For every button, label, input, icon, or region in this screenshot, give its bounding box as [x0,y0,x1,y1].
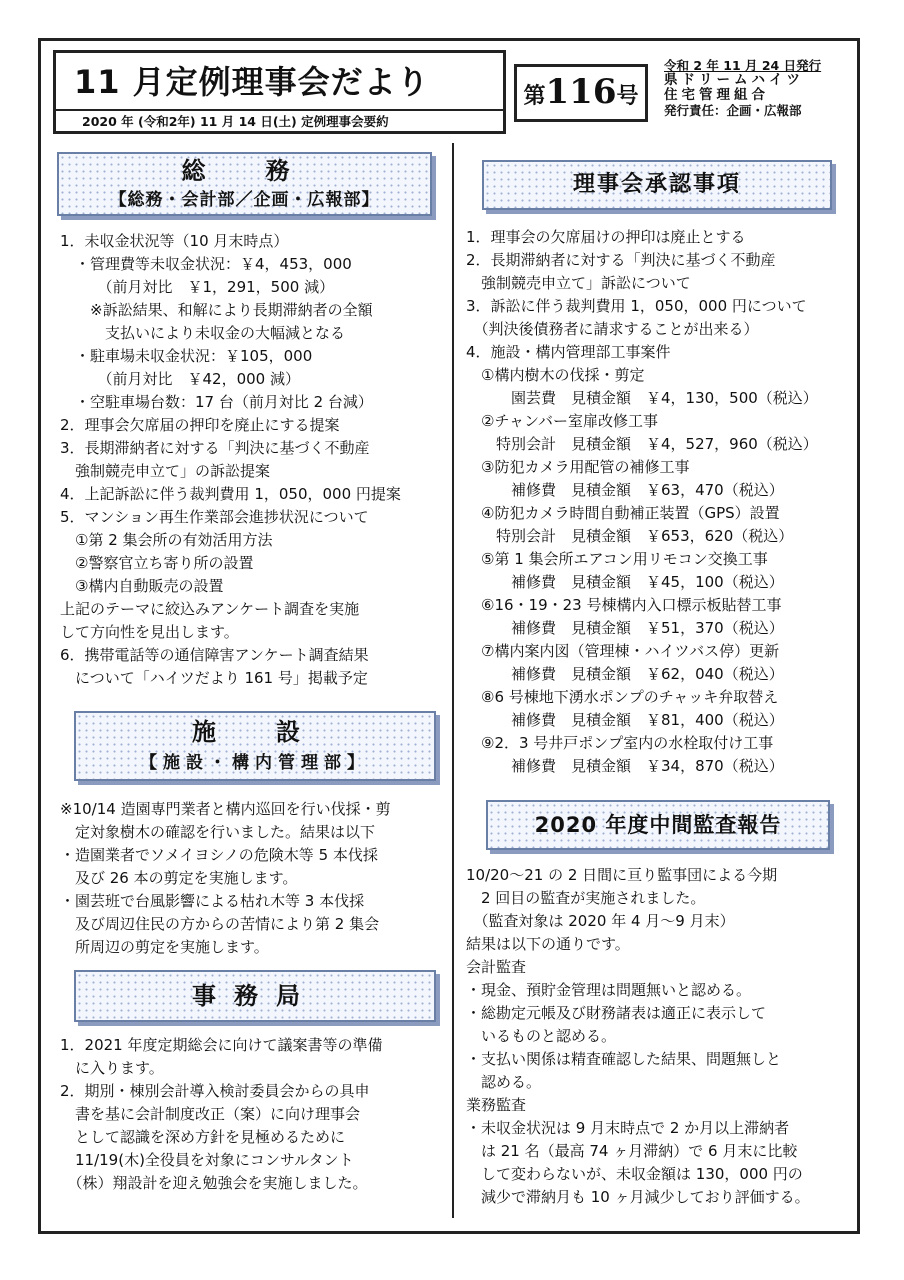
text-line: 2．期別・棟別会計導入検討委員会からの具申 [60,1082,370,1100]
text-line: 2 回目の監査が実施されました。 [466,889,706,907]
text-line: 園芸費 見積金額 ￥4，130，500（税込） [466,389,818,407]
text-line: ③防犯カメラ用配管の補修工事 [466,458,690,476]
text-line: 1．理事会の欠席届けの押印は廃止とする [466,228,746,246]
section-title: 2020 年度中間監査報告 [534,813,782,837]
text-line: 11/19(木)全役員を対象にコンサルタント [60,1151,354,1169]
issue-number-box [514,64,648,122]
text-line: として認識を深め方針を見極めるために [60,1128,346,1146]
section-title: 施 設 [192,718,318,746]
text-line: 補修費 見積金額 ￥34，870（税込） [466,757,784,775]
text-line: ・現金、預貯金管理は問題無いと認める。 [466,981,752,999]
text-line: 書を基に会計制度改正（案）に向け理事会 [60,1105,361,1123]
text-line: 強制競売申立て」訴訟について [466,274,691,292]
text-line: （前月対比 ￥1，291，500 減） [60,278,335,296]
text-line: 特別会計 見積金額 ￥4，527，960（税込） [466,435,818,453]
text-line: 3．長期滞納者に対する「判決に基づく不動産 [60,439,370,457]
text-line: ⑨2．3 号井戸ポンプ室内の水栓取付け工事 [466,734,774,752]
section-subtitle: 【総務・会計部／企画・広報部】 [109,190,380,210]
text-line: 6．携帯電話等の通信障害アンケート調査結果 [60,646,369,664]
text-line: 会計監査 [466,958,527,976]
section-header-somu [57,152,432,216]
text-line: いるものと認める。 [466,1027,617,1045]
text-line: 補修費 見積金額 ￥51，370（税込） [466,619,784,637]
org-name: 県ドリームハイツ [664,72,804,88]
org-name-2: 住宅管理組合 [664,87,769,103]
text-line: ※訴訟結果、和解により長期滞納者の全額 [60,301,373,319]
shonin-body [466,226,818,778]
text-line: 補修費 見積金額 ￥63，470（税込） [466,481,784,499]
text-line: ※10/14 造園専門業者と構内巡回を行い伐採・剪 [60,800,391,818]
shisetsu-body [60,798,391,959]
section-title: 総 務 [181,157,308,185]
text-line: ・未収金状況は 9 月末時点で 2 か月以上滞納者 [466,1119,790,1137]
text-line: 補修費 見積金額 ￥62，040（税込） [466,665,784,683]
text-line: ・管理費等未収金状況：￥4，453，000 [60,255,352,273]
section-header-shonin [482,160,832,210]
text-line: ・総勘定元帳及び財務諸表は適正に表示して [466,1004,767,1022]
text-line: ①構内樹木の伐採・剪定 [466,366,645,384]
text-line: （判決後債務者に請求することが出来る） [466,320,759,338]
text-line: 及び 26 本の剪定を実施します。 [60,869,298,887]
issue-number: 116 [545,72,617,112]
text-line: 3．訴訟に伴う裁判費用 1，050，000 円について [466,297,807,315]
responsible-dept: 発行責任：企画・広報部 [664,103,802,118]
column-divider [452,143,454,1218]
text-line: に入ります。 [60,1059,164,1077]
text-line: ②警察官立ち寄り所の設置 [60,554,254,572]
text-line: ⑤第 1 集会所エアコン用リモコン交換工事 [466,550,768,568]
text-line: 1．2021 年度定期総会に向けて議案書等の準備 [60,1036,383,1054]
text-line: 業務監査 [466,1096,527,1114]
issue-suffix: 号 [616,84,639,109]
text-line: 補修費 見積金額 ￥45，100（税込） [466,573,784,591]
text-line: 及び周辺住民の方からの苦情により第 2 集会 [60,915,380,933]
section-title: 事務局 [192,982,318,1010]
text-line: して方向性を見出します。 [60,623,239,641]
text-line: ⑥16・19・23 号棟構内入口標示板貼替工事 [466,596,782,614]
publisher-info [664,58,821,118]
text-line: ・造園業者でソメイヨシノの危険木等 5 本伐採 [60,846,378,864]
text-line: ④防犯カメラ時間自動補正装置（GPS）設置 [466,504,780,522]
text-line: 減少で滞納月も 10 ヶ月減少しており評価する。 [466,1188,810,1206]
text-line: ・園芸班で台風影響による枯れ木等 3 本伐採 [60,892,365,910]
text-line: について「ハイツだより 161 号」掲載予定 [60,669,368,687]
text-line: ・空駐車場台数：17 台（前月対比 2 台減） [60,393,373,411]
text-line: ①第 2 集会所の有効活用方法 [60,531,273,549]
kansa-body [466,864,810,1209]
text-line: （前月対比 ￥42，000 減） [60,370,300,388]
text-line: 強制競売申立て」の訴訟提案 [60,462,271,480]
jimukyoku-body [60,1034,383,1195]
section-title: 理事会承認事項 [572,172,741,197]
text-line: 結果は以下の通りです。 [466,935,630,953]
text-line: 特別会計 見積金額 ￥653，620（税込） [466,527,794,545]
publish-date: 令和 2 年 11 月 24 日発行 [664,58,822,73]
text-line: （株）翔設計を迎え勉強会を実施しました。 [60,1174,368,1192]
text-line: ⑦構内案内図（管理棟・ハイツバス停）更新 [466,642,780,660]
text-line: 定対象樹木の確認を行いました。結果は以下 [60,823,376,841]
text-line: 補修費 見積金額 ￥81，400（税込） [466,711,784,729]
section-header-jimukyoku [74,970,436,1022]
text-line: ③構内自動販売の設置 [60,577,224,595]
issue-prefix: 第 [523,84,546,109]
title-box [53,50,506,134]
text-line: 1．未収金状況等（10 月末時点） [60,232,289,250]
text-line: （監査対象は 2020 年 4 月～9 月末） [466,912,735,930]
text-line: 2．長期滞納者に対する「判決に基づく不動産 [466,251,776,269]
section-header-shisetsu [74,711,436,781]
text-line: 4．施設・構内管理部工事案件 [466,343,671,361]
text-line: 4．上記訴訟に伴う裁判費用 1，050，000 円提案 [60,485,401,503]
text-line: 支払いにより未収金の大幅減となる [60,324,346,342]
text-line: ・支払い関係は精査確認した結果、問題無しと [466,1050,782,1068]
meeting-subtitle: 2020 年 (令和2年) 11 月 14 日(土) 定例理事会要約 [56,109,503,133]
section-subtitle: 【施設・構内管理部】 [140,753,370,773]
section-header-kansa [486,800,830,850]
text-line: 所周辺の剪定を実施します。 [60,938,269,956]
text-line: 認める。 [466,1073,542,1091]
text-line: 5．マンション再生作業部会進捗状況について [60,508,369,526]
text-line: ⑧6 号棟地下湧水ポンプのチャッキ弁取替え [466,688,779,706]
text-line: は 21 名（最高 74 ヶ月滞納）で 6 月末に比較 [466,1142,798,1160]
text-line: ・駐車場未収金状況：￥105，000 [60,347,313,365]
newsletter-title: 11 月定例理事会だより [74,63,430,101]
text-line: 上記のテーマに絞込みアンケート調査を実施 [60,600,360,618]
somu-body [60,230,401,690]
text-line: 2．理事会欠席届の押印を廃止にする提案 [60,416,340,434]
text-line: して変わらないが、未収金額は 130，000 円の [466,1165,803,1183]
text-line: 10/20～21 の 2 日間に亘り監事団による今期 [466,866,778,884]
text-line: ②チャンバー室扉改修工事 [466,412,658,430]
